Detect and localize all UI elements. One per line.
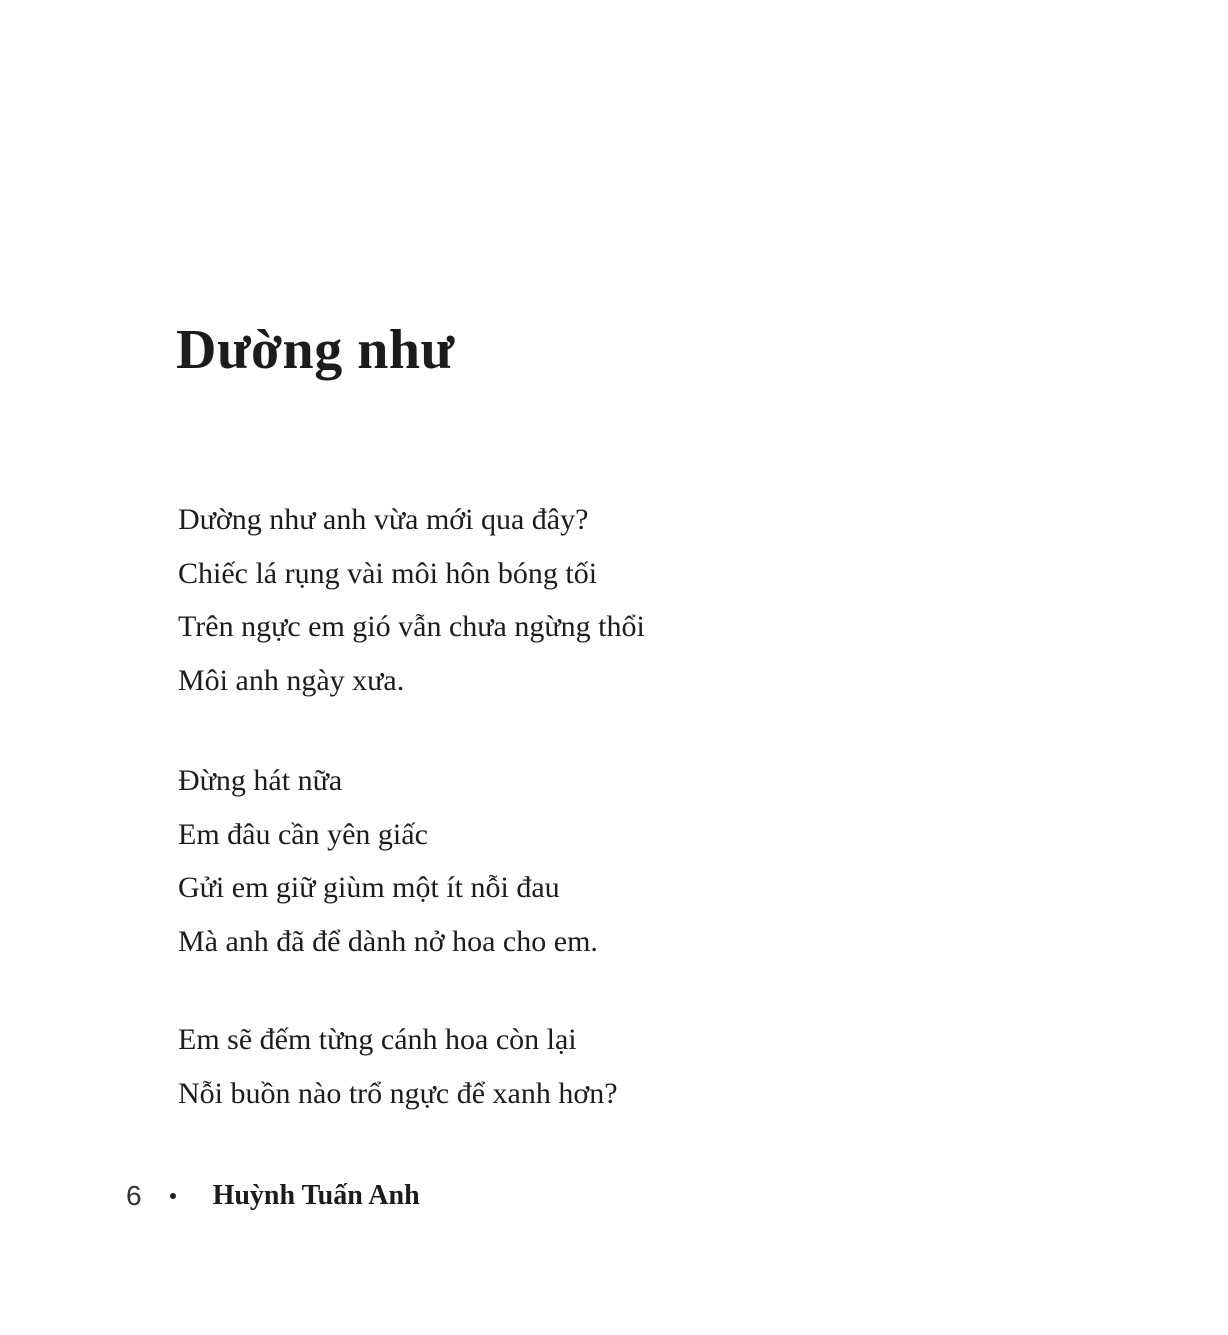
stanza-3 bbox=[178, 1013, 618, 1120]
page-footer bbox=[126, 1180, 420, 1212]
poem-title: Dường như bbox=[176, 319, 455, 381]
poem-line: Đừng hát nữa bbox=[178, 764, 343, 797]
poem-line: Em sẽ đếm từng cánh hoa còn lại bbox=[178, 1023, 577, 1056]
poem-line: Môi anh ngày xưa. bbox=[178, 663, 405, 697]
poem-line: Em đâu cần yên giấc bbox=[178, 817, 428, 851]
stanza-2 bbox=[178, 754, 598, 968]
poem-line: Chiếc lá rụng vài môi hôn bóng tối bbox=[178, 556, 598, 590]
bullet-separator bbox=[170, 1193, 176, 1199]
poem-line: Trên ngực em gió vẫn chưa ngừng thổi bbox=[178, 610, 645, 643]
poem-line: Nỗi buồn nào trổ ngực để xanh hơn? bbox=[178, 1076, 618, 1110]
poem-line: Mà anh đã để dành nở hoa cho em. bbox=[178, 924, 598, 958]
stanza-1 bbox=[178, 493, 645, 707]
poem-line: Gửi em giữ giùm một ít nỗi đau bbox=[178, 871, 560, 904]
author-name: Huỳnh Tuấn Anh bbox=[212, 1180, 420, 1211]
poem-line: Dường như anh vừa mới qua đây? bbox=[178, 503, 589, 536]
page-number: 6 bbox=[126, 1180, 142, 1211]
